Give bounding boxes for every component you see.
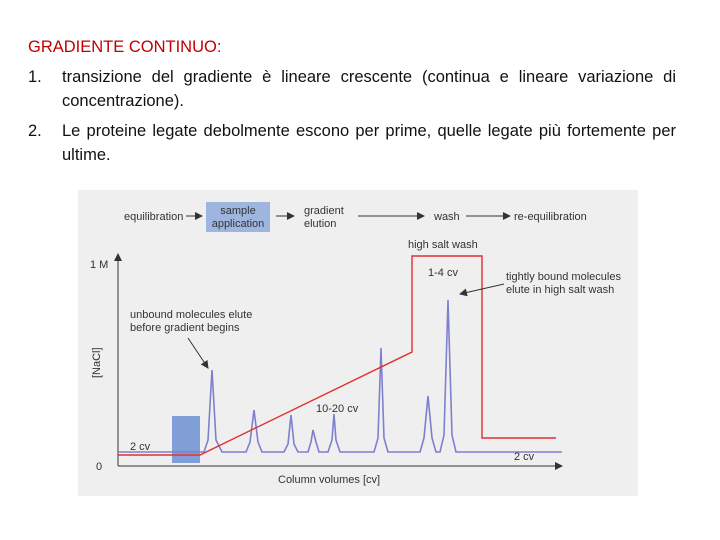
chromatography-figure	[78, 190, 638, 496]
y-axis-label: [NaCl]	[91, 347, 103, 378]
list-item-text: transizione del gradiente è lineare crescente (continua e lineare variazione di concentrazione).	[62, 67, 676, 110]
label-tight-line2: elute in high salt wash	[506, 284, 615, 296]
annotation-arrow	[188, 338, 208, 368]
label-unbound-line2: before gradient begins	[130, 322, 240, 334]
list-number: 2.	[28, 121, 42, 140]
list-item	[28, 120, 676, 168]
label-tight-line1: tightly bound molecules	[506, 271, 621, 283]
chromatography-diagram	[78, 190, 638, 496]
label-1-4-cv: 1-4 cv	[428, 267, 458, 279]
step-sample-line2: application	[211, 218, 265, 230]
sample-bar	[172, 416, 200, 463]
label-2-cv-left: 2 cv	[130, 441, 151, 453]
step-gradient-line2: elution	[304, 218, 337, 230]
list-item	[28, 66, 676, 114]
label-10-20-cv: 10-20 cv	[316, 403, 359, 415]
slide-heading: GRADIENTE CONTINUO:	[28, 38, 222, 56]
label-high-salt-wash: high salt wash	[408, 239, 478, 251]
label-unbound-line1: unbound molecules elute	[130, 309, 253, 321]
list-item-text: Le proteine legate debolmente escono per prime, quelle legate più fortemente per ultime.	[62, 121, 676, 164]
list-number: 1.	[28, 67, 42, 86]
step-gradient-line1: gradient	[304, 205, 344, 217]
step-wash: wash	[434, 211, 460, 223]
step-sample-line1: sample	[220, 205, 256, 217]
y-zero-label: 0	[96, 461, 103, 473]
label-2-cv-right: 2 cv	[514, 451, 535, 463]
slide-text	[28, 36, 676, 174]
step-reequilibration: re-equilibration	[514, 211, 587, 223]
y-top-label: 1 M	[90, 259, 109, 271]
step-equilibration: equilibration	[124, 211, 184, 223]
x-axis-label: Column volumes [cv]	[278, 474, 381, 486]
